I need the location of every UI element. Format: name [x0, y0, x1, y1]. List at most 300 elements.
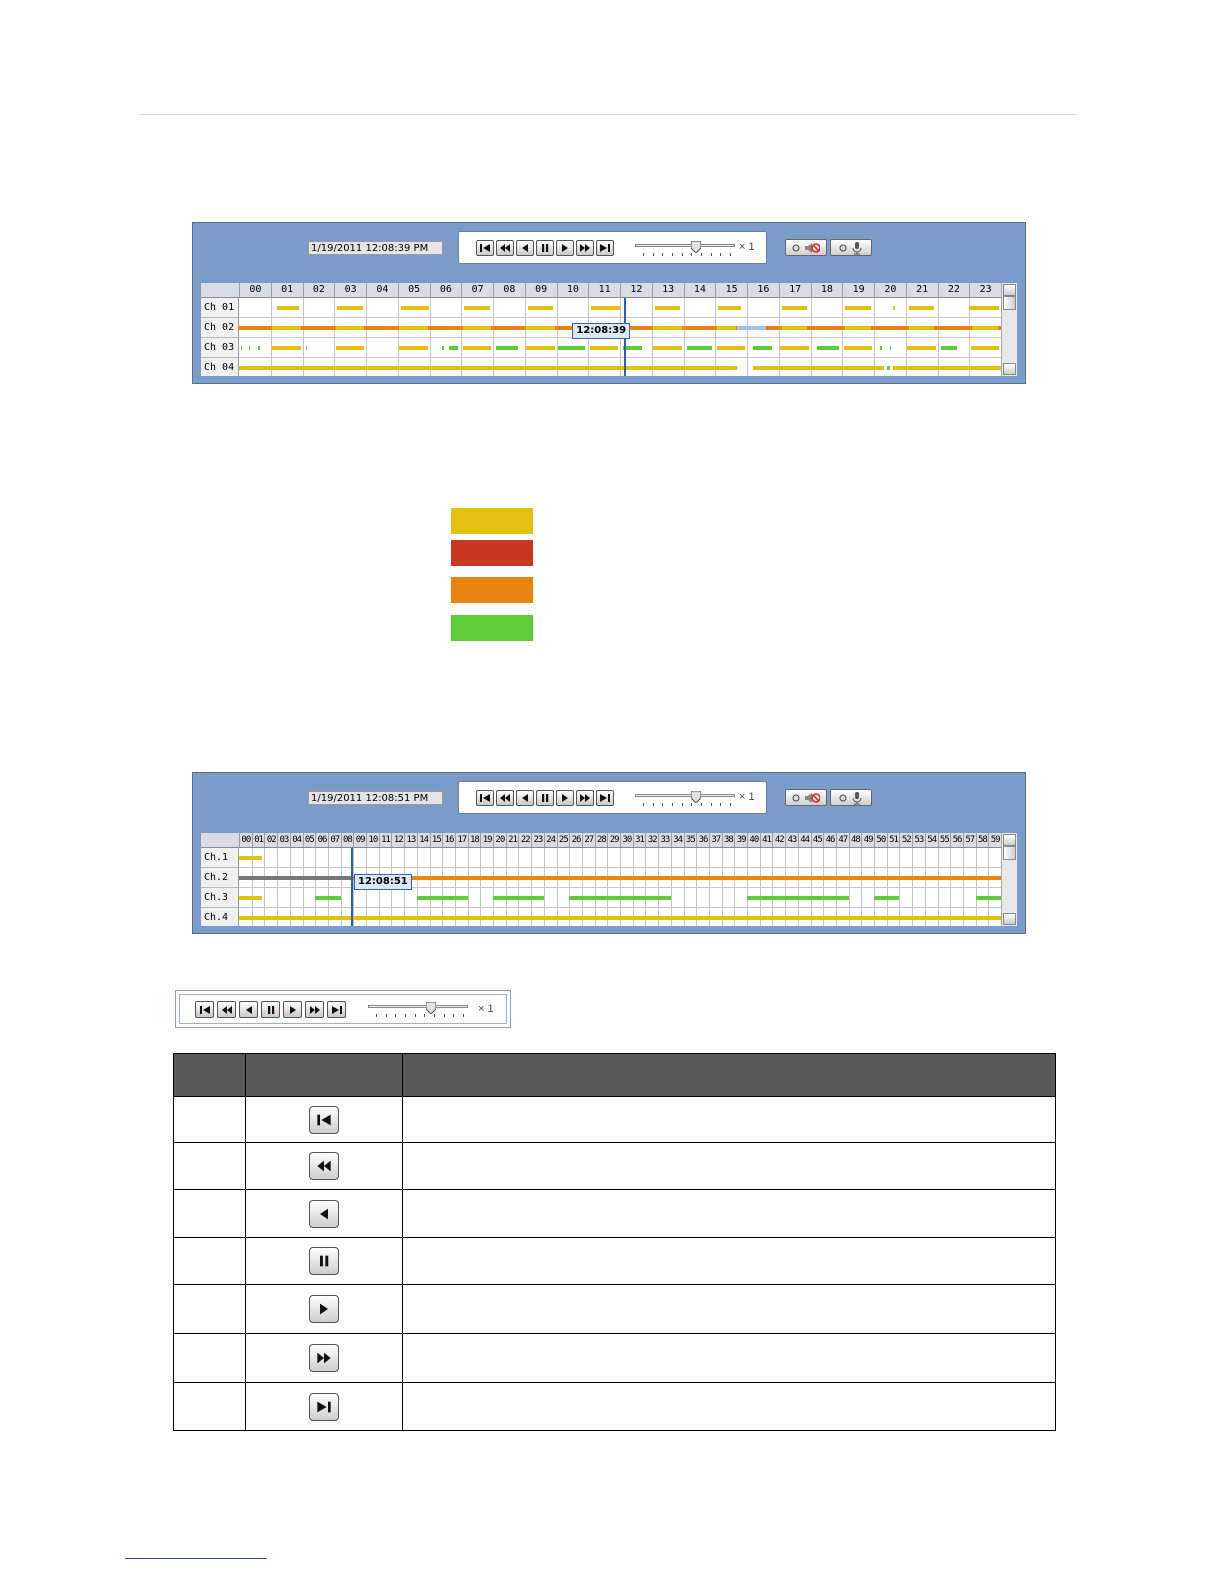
skip-to-end-icon [331, 1005, 343, 1015]
recording-segment[interactable] [306, 346, 308, 350]
skip-to-start-icon [479, 243, 491, 253]
time-header-cell[interactable]: 44 [798, 833, 811, 847]
recording-segment[interactable] [336, 346, 365, 350]
row-number [174, 1334, 246, 1383]
skip-to-end-button[interactable] [327, 1001, 346, 1018]
row-description [403, 1143, 1056, 1190]
time-header-cell[interactable]: 14 [684, 283, 716, 297]
time-header-cell[interactable]: 19 [480, 833, 493, 847]
recording-segment[interactable] [893, 306, 895, 310]
time-header-cell[interactable]: 26 [569, 833, 582, 847]
time-header-cell[interactable]: 28 [595, 833, 608, 847]
record-dot-icon [839, 794, 847, 802]
time-header-cell[interactable]: 09 [353, 833, 366, 847]
fast-rewind-icon [499, 243, 511, 253]
scroll-up-button[interactable] [1003, 834, 1016, 846]
skip-to-start-button[interactable] [195, 1001, 214, 1018]
table-row [174, 1238, 1056, 1285]
time-header-cell[interactable]: 22 [938, 283, 970, 297]
row-button-cell [246, 1143, 403, 1190]
recording-segment[interactable] [590, 346, 619, 350]
recording-segment[interactable] [753, 346, 772, 350]
record-dot-icon [792, 794, 800, 802]
button-description-table [173, 1053, 1056, 1431]
recording-segment[interactable] [976, 896, 1001, 900]
fast-rewind-button[interactable] [309, 1152, 339, 1180]
time-header-cell[interactable]: 49 [861, 833, 874, 847]
datetime-display: 1/19/2011 12:08:51 PM [308, 791, 443, 805]
speed-slider[interactable] [635, 240, 735, 258]
time-header-cell[interactable]: 54 [925, 833, 938, 847]
recording-segment[interactable] [399, 326, 428, 330]
row-description [403, 1334, 1056, 1383]
step-back-icon [519, 243, 531, 253]
time-header-cell[interactable]: 37 [709, 833, 722, 847]
step-back-button[interactable] [516, 790, 534, 806]
recording-segment[interactable] [272, 326, 301, 330]
fast-forward-icon [579, 793, 591, 803]
recording-segment[interactable] [336, 326, 365, 330]
time-header-cell[interactable]: 17 [779, 283, 811, 297]
time-header-cell[interactable]: 05 [303, 833, 316, 847]
fast-forward-icon [579, 243, 591, 253]
fast-forward-icon [309, 1005, 321, 1015]
pause-button[interactable] [536, 790, 554, 806]
audio-mute-button[interactable] [785, 239, 827, 256]
legend-swatch-3 [451, 577, 533, 603]
recording-segment[interactable] [463, 346, 492, 350]
microphone-icon [851, 241, 863, 255]
fast-rewind-button[interactable] [496, 790, 514, 806]
time-header-cell[interactable]: 16 [747, 283, 779, 297]
time-header-cell[interactable]: 06 [430, 283, 462, 297]
recording-segment[interactable] [401, 306, 430, 310]
cursor-time-label: 12:08:51 [354, 874, 412, 890]
recording-segment[interactable] [907, 346, 936, 350]
table-row [174, 1383, 1056, 1431]
row-description [403, 1238, 1056, 1285]
row-button-cell [246, 1383, 403, 1431]
recording-segment[interactable] [569, 896, 671, 900]
recording-segment[interactable] [249, 346, 251, 350]
pause-icon [539, 243, 551, 253]
row-number [174, 1238, 246, 1285]
time-header-cell[interactable]: 05 [398, 283, 430, 297]
recording-segment[interactable] [241, 346, 243, 350]
fast-forward-icon [316, 1351, 332, 1365]
recording-segment[interactable] [890, 346, 892, 350]
recording-segment[interactable] [887, 366, 890, 370]
fast-forward-button[interactable] [309, 1344, 339, 1372]
speaker-muted-icon [804, 792, 820, 804]
time-header-cell[interactable]: 19 [842, 283, 874, 297]
time-header-cell[interactable]: 14 [417, 833, 430, 847]
channel-label[interactable]: Ch.3 [201, 888, 239, 908]
time-header-cell[interactable]: 06 [315, 833, 328, 847]
channel-label[interactable]: Ch.2 [201, 868, 239, 888]
recording-segment[interactable] [463, 326, 492, 330]
skip-to-end-icon [599, 793, 611, 803]
step-back-icon [316, 1207, 332, 1221]
fast-forward-button[interactable] [576, 790, 594, 806]
time-header-cell[interactable]: 53 [912, 833, 925, 847]
play-button[interactable] [283, 1001, 302, 1018]
legend-swatch-1 [451, 508, 533, 534]
recording-segment[interactable] [874, 896, 899, 900]
time-header-cell[interactable]: 57 [963, 833, 976, 847]
pause-button[interactable] [309, 1247, 339, 1275]
channel-label[interactable]: Ch.4 [201, 908, 239, 926]
step-back-icon [519, 793, 531, 803]
time-header-cell[interactable]: 10 [366, 833, 379, 847]
time-header-cell[interactable]: 40 [747, 833, 760, 847]
recording-segment[interactable] [528, 306, 553, 310]
speed-label: × 1 [739, 241, 755, 253]
time-header-cell[interactable]: 15 [430, 833, 443, 847]
time-header-cell[interactable]: 02 [264, 833, 277, 847]
time-header-cell[interactable]: 24 [544, 833, 557, 847]
fast-rewind-icon [316, 1159, 332, 1173]
playback-panel-minutes [192, 772, 1026, 934]
time-header-cell[interactable]: 39 [734, 833, 747, 847]
time-header-cell[interactable]: 20 [493, 833, 506, 847]
scroll-thumb[interactable] [1003, 846, 1016, 860]
speed-slider[interactable] [635, 790, 735, 808]
timeline-area[interactable] [239, 848, 1001, 926]
table-header-description [403, 1054, 1056, 1097]
table-row [174, 1190, 1056, 1238]
row-number [174, 1097, 246, 1143]
table-row [174, 1143, 1056, 1190]
row-description [403, 1097, 1056, 1143]
pause-icon [539, 793, 551, 803]
recording-segment[interactable] [655, 306, 680, 310]
channel-label[interactable]: Ch 01 [201, 298, 239, 318]
time-header-cell[interactable]: 25 [557, 833, 570, 847]
time-header-cell[interactable]: 17 [455, 833, 468, 847]
slider-thumb[interactable] [691, 241, 701, 253]
time-header-cell[interactable]: 47 [836, 833, 849, 847]
time-header-cell[interactable]: 12 [620, 283, 652, 297]
recording-segment[interactable] [258, 346, 260, 350]
time-header-cell[interactable]: 18 [811, 283, 843, 297]
channel-label[interactable]: Ch.1 [201, 848, 239, 868]
time-header-cell[interactable]: 07 [461, 283, 493, 297]
channel-label[interactable]: Ch 02 [201, 318, 239, 338]
time-header-cell[interactable]: 56 [950, 833, 963, 847]
recording-segment[interactable] [417, 896, 468, 900]
time-header-cell[interactable]: 01 [252, 833, 265, 847]
time-header-cell[interactable]: 01 [271, 283, 303, 297]
recording-segment[interactable] [464, 306, 489, 310]
playback-panel-hourly [192, 222, 1026, 384]
recording-segment[interactable] [909, 326, 934, 330]
legend-swatch-4 [451, 615, 533, 641]
time-header-cell[interactable]: 46 [823, 833, 836, 847]
time-header-cell[interactable]: 59 [988, 833, 1001, 847]
time-header-cell[interactable]: 41 [760, 833, 773, 847]
table-row [174, 1285, 1056, 1334]
row-description [403, 1190, 1056, 1238]
recording-segment[interactable] [687, 346, 712, 350]
table-row [174, 1097, 1056, 1143]
time-header-cell[interactable]: 38 [722, 833, 735, 847]
time-header-cell[interactable]: 10 [557, 283, 589, 297]
row-button-cell [246, 1097, 403, 1143]
row-number [174, 1383, 246, 1431]
time-header-cell[interactable]: 20 [874, 283, 906, 297]
recording-segment[interactable] [526, 346, 555, 350]
recording-segment[interactable] [753, 366, 883, 370]
recording-segment[interactable] [352, 876, 1001, 880]
recording-segment[interactable] [893, 366, 1001, 370]
recording-segment[interactable] [399, 346, 428, 350]
recording-segment[interactable] [239, 896, 262, 900]
channel-label[interactable]: Ch 03 [201, 338, 239, 358]
time-header-cell[interactable]: 58 [976, 833, 989, 847]
legend-swatch-2 [451, 540, 533, 566]
skip-to-end-icon [599, 243, 611, 253]
time-header-cell[interactable]: 21 [906, 283, 938, 297]
row-button-cell [246, 1334, 403, 1383]
speed-label: × 1 [478, 1003, 494, 1015]
hour-header [201, 283, 1001, 298]
recording-segment[interactable] [496, 346, 518, 350]
grid-line [239, 317, 1001, 318]
time-header-cell[interactable]: 23 [969, 283, 1001, 297]
skip-to-start-button[interactable] [476, 790, 494, 806]
playback-controls [458, 231, 767, 264]
time-header-cell[interactable]: 45 [811, 833, 824, 847]
recording-segment[interactable] [449, 346, 459, 350]
skip-to-end-button[interactable] [309, 1393, 339, 1421]
recording-segment[interactable] [737, 326, 766, 330]
time-header-cell[interactable]: 22 [518, 833, 531, 847]
row-description [403, 1285, 1056, 1334]
recording-segment[interactable] [909, 306, 934, 310]
play-button[interactable] [309, 1295, 339, 1323]
time-header-cell[interactable]: 11 [588, 283, 620, 297]
page-rule-top [140, 114, 1076, 115]
recording-segment[interactable] [239, 366, 737, 370]
recording-segment[interactable] [941, 346, 957, 350]
step-back-button[interactable] [239, 1001, 258, 1018]
recording-segment[interactable] [969, 306, 999, 310]
time-header-cell[interactable]: 13 [404, 833, 417, 847]
fast-forward-button[interactable] [576, 240, 594, 256]
recording-segment[interactable] [558, 346, 585, 350]
vertical-scrollbar[interactable] [1001, 283, 1017, 376]
recording-segment[interactable] [337, 306, 362, 310]
time-header-cell[interactable]: 51 [887, 833, 900, 847]
time-header-cell[interactable]: 08 [341, 833, 354, 847]
fast-rewind-button[interactable] [217, 1001, 236, 1018]
play-icon [287, 1005, 299, 1015]
pause-button[interactable] [536, 240, 554, 256]
recording-segment[interactable] [845, 306, 870, 310]
row-button-cell [246, 1190, 403, 1238]
time-header-cell[interactable]: 13 [652, 283, 684, 297]
skip-to-end-button[interactable] [596, 240, 614, 256]
scroll-down-button[interactable] [1003, 913, 1016, 925]
time-header-cell[interactable]: 15 [715, 283, 747, 297]
record-dot-icon [792, 244, 800, 252]
skip-to-start-button[interactable] [309, 1106, 339, 1134]
footer-link-rule [125, 1558, 267, 1559]
recording-segment[interactable] [880, 346, 882, 350]
scroll-down-button[interactable] [1003, 363, 1016, 375]
time-header-cell[interactable]: 00 [239, 833, 252, 847]
time-header-cell[interactable]: 33 [658, 833, 671, 847]
time-header-cell[interactable]: 31 [633, 833, 646, 847]
time-header-cell[interactable]: 27 [582, 833, 595, 847]
time-header-cell[interactable]: 36 [696, 833, 709, 847]
time-header-cell[interactable]: 30 [620, 833, 633, 847]
timeline-grid[interactable] [201, 283, 1017, 376]
microphone-button[interactable] [830, 239, 872, 256]
play-icon [559, 243, 571, 253]
time-header-cell[interactable]: 12 [391, 833, 404, 847]
audio-mute-button[interactable] [785, 789, 827, 806]
time-header-cell[interactable]: 16 [442, 833, 455, 847]
time-header-cell[interactable]: 50 [874, 833, 887, 847]
pause-icon [265, 1005, 277, 1015]
channel-label[interactable]: Ch 04 [201, 358, 239, 376]
datetime-display: 1/19/2011 12:08:39 PM [308, 241, 443, 255]
minute-header [201, 833, 1001, 848]
recording-segment[interactable] [972, 326, 997, 330]
recording-segment[interactable] [782, 326, 807, 330]
microphone-icon [851, 791, 863, 805]
cursor-time-label: 12:08:39 [572, 323, 630, 339]
time-header-cell[interactable]: 09 [525, 283, 557, 297]
table-row [174, 1334, 1056, 1383]
skip-to-start-icon [199, 1005, 211, 1015]
row-number [174, 1190, 246, 1238]
fast-rewind-icon [499, 793, 511, 803]
time-header-cell[interactable]: 32 [645, 833, 658, 847]
step-back-button[interactable] [309, 1200, 339, 1228]
time-header-cell[interactable]: 18 [468, 833, 481, 847]
row-button-cell [246, 1285, 403, 1334]
recording-segment[interactable] [442, 346, 444, 350]
scroll-thumb[interactable] [1003, 296, 1016, 310]
recording-segment[interactable] [717, 326, 736, 330]
recording-segment[interactable] [526, 326, 555, 330]
recording-segment[interactable] [718, 306, 740, 310]
skip-to-start-button[interactable] [476, 240, 494, 256]
recording-segment[interactable] [747, 896, 849, 900]
row-button-cell [246, 1238, 403, 1285]
header-corner [201, 833, 239, 847]
recording-segment[interactable] [591, 306, 620, 310]
time-header-cell[interactable]: 04 [290, 833, 303, 847]
recording-segment[interactable] [845, 326, 870, 330]
fast-rewind-button[interactable] [496, 240, 514, 256]
header-corner [201, 283, 239, 297]
recording-segment[interactable] [782, 306, 807, 310]
time-header-cell[interactable]: 21 [506, 833, 519, 847]
time-header-cell[interactable]: 03 [334, 283, 366, 297]
time-header-cell[interactable]: 42 [772, 833, 785, 847]
time-header-cell[interactable]: 07 [328, 833, 341, 847]
table-header-button [246, 1054, 403, 1097]
time-header-cell[interactable]: 08 [493, 283, 525, 297]
recording-segment[interactable] [780, 346, 809, 350]
row-number [174, 1143, 246, 1190]
time-header-cell[interactable]: 00 [239, 283, 271, 297]
time-header-cell[interactable]: 43 [785, 833, 798, 847]
slider-thumb[interactable] [426, 1002, 436, 1014]
time-header-cell[interactable]: 52 [899, 833, 912, 847]
play-icon [559, 793, 571, 803]
pause-icon [316, 1254, 332, 1268]
time-header-cell[interactable]: 02 [303, 283, 335, 297]
play-button[interactable] [556, 240, 574, 256]
step-back-icon [243, 1005, 255, 1015]
recording-segment[interactable] [817, 346, 839, 350]
recording-segment[interactable] [844, 346, 873, 350]
play-button[interactable] [556, 790, 574, 806]
fast-rewind-icon [221, 1005, 233, 1015]
time-header-cell[interactable]: 11 [379, 833, 392, 847]
recording-segment[interactable] [971, 346, 1000, 350]
recording-segment[interactable] [277, 306, 299, 310]
time-header-cell[interactable]: 35 [684, 833, 697, 847]
recording-segment[interactable] [493, 896, 544, 900]
recording-segment[interactable] [653, 346, 682, 350]
speaker-muted-icon [804, 242, 820, 254]
play-icon [316, 1302, 332, 1316]
time-header-cell[interactable]: 04 [366, 283, 398, 297]
recording-segment[interactable] [315, 896, 340, 900]
skip-to-start-icon [316, 1113, 332, 1127]
recording-segment[interactable] [239, 876, 352, 880]
recording-segment[interactable] [272, 346, 301, 350]
recording-segment[interactable] [239, 856, 262, 860]
pause-button[interactable] [261, 1001, 280, 1018]
time-header-cell[interactable]: 23 [531, 833, 544, 847]
vertical-scrollbar[interactable] [1001, 833, 1017, 926]
time-header-cell[interactable]: 34 [671, 833, 684, 847]
timeline-area[interactable] [239, 298, 1001, 376]
scroll-up-button[interactable] [1003, 284, 1016, 296]
fast-forward-button[interactable] [305, 1001, 324, 1018]
recording-segment[interactable] [653, 326, 682, 330]
skip-to-start-icon [479, 793, 491, 803]
speed-label: × 1 [739, 791, 755, 803]
skip-to-end-icon [316, 1400, 332, 1414]
step-back-button[interactable] [516, 240, 534, 256]
time-header-cell[interactable]: 03 [277, 833, 290, 847]
speed-slider[interactable] [368, 1001, 468, 1019]
recording-segment[interactable] [717, 346, 746, 350]
row-number [174, 1285, 246, 1334]
row-description [403, 1383, 1056, 1431]
timeline-grid[interactable] [201, 833, 1017, 926]
time-header-cell[interactable]: 55 [938, 833, 951, 847]
slider-thumb[interactable] [691, 791, 701, 803]
playback-controls [458, 781, 767, 814]
time-header-cell[interactable]: 29 [607, 833, 620, 847]
microphone-button[interactable] [830, 789, 872, 806]
record-dot-icon [839, 244, 847, 252]
grid-line [239, 357, 1001, 358]
time-header-cell[interactable]: 48 [849, 833, 862, 847]
skip-to-end-button[interactable] [596, 790, 614, 806]
table-header-number [174, 1054, 246, 1097]
playback-control-bar [175, 990, 511, 1028]
